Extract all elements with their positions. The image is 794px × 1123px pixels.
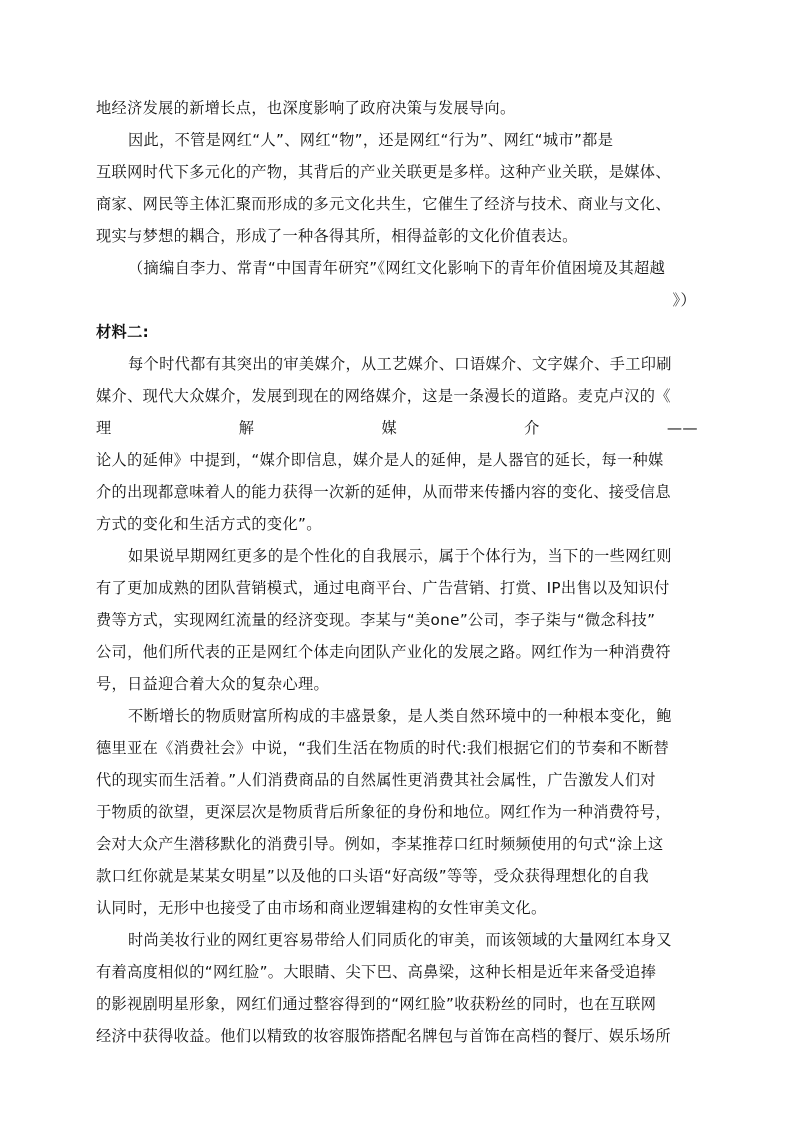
text-line: 方式的变化和生活方式的变化”。	[96, 515, 322, 533]
text-line: 有了更加成熟的团队营销模式，通过电商平台、广告营销、打赏、IP出售以及知识付	[96, 579, 670, 597]
text-line: 代的现实而生活着。”人们消费商品的自然属性更消费其社会属性，广告激发人们对	[96, 771, 656, 789]
paragraph-first-line: 每个时代都有其突出的审美媒介，从工艺媒介、口语媒介、文字媒介、手工印刷	[128, 355, 672, 373]
paragraph-first-line: 时尚美妆行业的网红更容易带给人们同质化的审美，而该领域的大量网红本身又	[128, 931, 672, 949]
source-citation: （摘编自李力、常青“中国青年研究”《网红文化影响下的青年价值困境及其超越	[128, 259, 666, 277]
text-line: 公司，他们所代表的正是网红个体走向团队产业化的发展之路。网红作为一种消费符	[96, 643, 671, 661]
paragraph-first-line: 不断增长的物质财富所构成的丰盛景象，是人类自然环境中的一种根本变化，鲍	[128, 707, 672, 725]
section-heading: 材料二:	[96, 323, 150, 341]
text-line: 会对大众产生潜移默化的消费引导。例如，李某推荐口红时频频使用的句式“涂上这	[96, 835, 664, 853]
text-line: 论人的延伸》中提到，“媒介即信息，媒介是人的延伸，是人器官的延长，每一种媒	[96, 451, 664, 469]
text-line: 款口红你就是某某女明星”以及他的口头语“好高级”等等，受众获得理想化的自我	[96, 867, 649, 885]
source-citation-end: 》）	[672, 291, 696, 309]
spread-word: 解	[238, 419, 255, 437]
spread-word: 理	[96, 419, 112, 437]
text-line: 有着高度相似的“网红脸”。大眼睛、尖下巴、高鼻梁，这种长相是近年来备受追捧	[96, 963, 657, 981]
text-line: 于物质的欲望，更深层次是物质背后所象征的身份和地位。网红作为一种消费符号，	[96, 803, 671, 821]
text-line: 号，日益迎合着大众的复杂心理。	[96, 675, 330, 693]
spread-word: 媒	[381, 419, 397, 437]
spread-word: 介	[524, 419, 540, 437]
text-line: 费等方式，实现网红流量的经济变现。李某与“美one”公司，李子柒与“微念科技”	[96, 611, 656, 629]
text-line: 经济中获得收益。他们以精致的妆容服饰搭配名牌包与首饰在高档的餐厅、娱乐场所	[96, 1027, 671, 1045]
text-line: 德里亚在《消费社会》中说，“我们生活在物质的时代:我们根据它们的节奏和不断替	[96, 739, 670, 757]
spread-word: ——	[666, 419, 698, 437]
text-line: 地经济发展的新增长点，也深度影响了政府决策与发展导向。	[96, 99, 516, 117]
spread-title-line	[96, 418, 698, 438]
text-line: 现实与梦想的耦合，形成了一种各得其所，相得益彰的文化价值表达。	[96, 227, 578, 245]
text-line: 的影视剧明星形象，网红们通过整容得到的“网红脸”收获粉丝的同时，也在互联网	[96, 995, 657, 1013]
paragraph-first-line: 如果说早期网红更多的是个性化的自我展示，属于个体行为，当下的一些网红则	[128, 547, 672, 565]
text-line: 互联网时代下多元化的产物，其背后的产业关联更是多样。这种产业关联，是媒体、	[96, 163, 671, 181]
text-line: 介的出现都意味着人的能力获得一次新的延伸，从而带来传播内容的变化、接受信息	[96, 483, 671, 501]
text-line: 认同时，无形中也接受了由市场和商业逻辑建构的女性审美文化。	[96, 899, 547, 917]
text-line: 媒介、现代大众媒介，发展到现在的网络媒介，这是一条漫长的道路。麦克卢汉的《	[96, 387, 671, 405]
paragraph-first-line: 因此，不管是网红“人”、网红“物”，还是网红“行为”、网红“城市”都是	[128, 131, 614, 149]
text-line: 商家、网民等主体汇聚而形成的多元文化共生，它催生了经济与技术、商业与文化、	[96, 195, 671, 213]
